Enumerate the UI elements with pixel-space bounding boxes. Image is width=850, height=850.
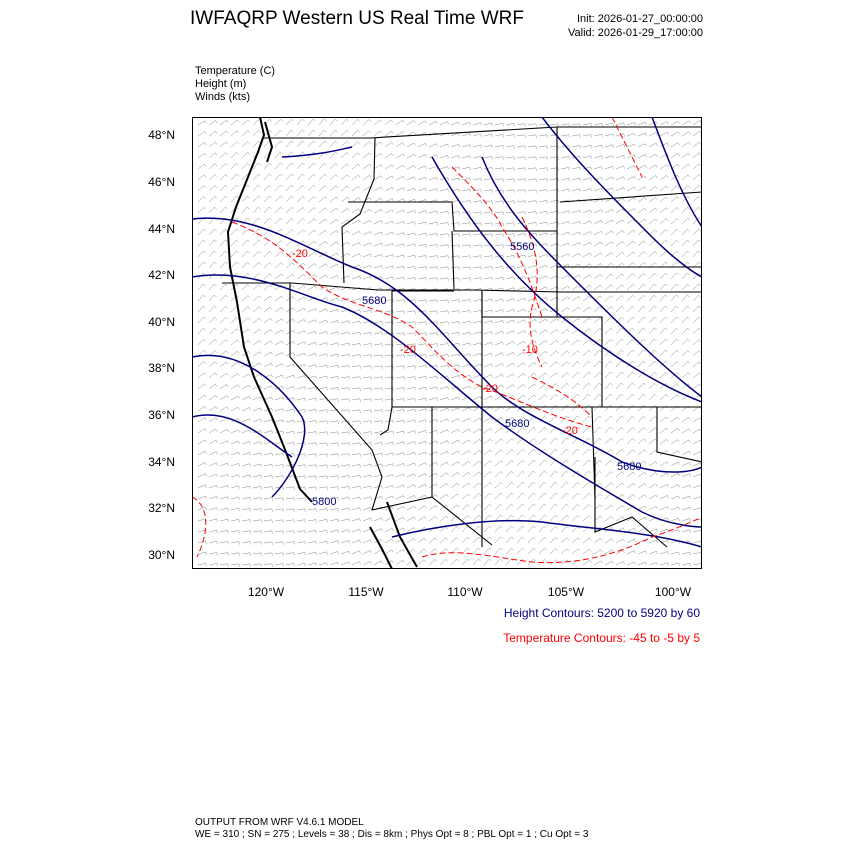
map-title: IWFAQRP Western US Real Time WRF [190,8,524,29]
lon-label: 120°W [247,585,285,599]
height-contour-label: 5800 [312,496,337,508]
lat-label: 36°N [148,408,175,422]
weather-map [192,117,702,569]
lon-label: 110°W [447,585,483,599]
temperature-contours-legend: Temperature Contours: -45 to -5 by 5 [503,631,700,645]
height-contours-legend: Height Contours: 5200 to 5920 by 60 [503,606,700,620]
height-contour-label: 5680 [617,461,642,473]
temperature-contour-label: -10 [522,344,538,356]
temperature-contour-label: -20 [400,344,416,356]
model-info: OUTPUT FROM WRF V4.6.1 MODEL [195,817,364,828]
valid-time: Valid: 2026-01-29_17:00:00 [568,27,703,39]
variable-winds: Winds (kts) [195,91,250,103]
variable-height: Height (m) [195,78,247,90]
lat-label: 48°N [148,128,175,142]
height-contour-label: 5560 [510,241,535,253]
lat-label: 30°N [148,548,175,562]
height-contour-label: 5680 [505,418,530,430]
lat-label: 32°N [148,501,175,515]
variable-temperature: Temperature (C) [195,65,276,77]
lat-label: 42°N [148,268,175,282]
temperature-contour-label: -20 [482,383,498,395]
lat-label: 46°N [148,175,175,189]
lon-label: 115°W [348,585,384,599]
height-contour-label: 5680 [362,295,387,307]
lat-label: 44°N [148,222,175,236]
temperature-contour-label: -20 [292,248,308,260]
lat-label: 38°N [148,361,175,375]
lon-label: 105°W [547,585,585,599]
temperature-contour-label: -20 [562,425,578,437]
lon-label: 100°W [654,585,692,599]
lat-label: 34°N [148,455,175,469]
model-config: WE = 310 ; SN = 275 ; Levels = 38 ; Dis = 8km ; Phys Opt = 8 ; PBL Opt = 1 ; Cu Opt = 3 [195,829,589,840]
init-time: Init: 2026-01-27_00:00:00 [577,13,703,25]
lat-label: 40°N [148,315,175,329]
